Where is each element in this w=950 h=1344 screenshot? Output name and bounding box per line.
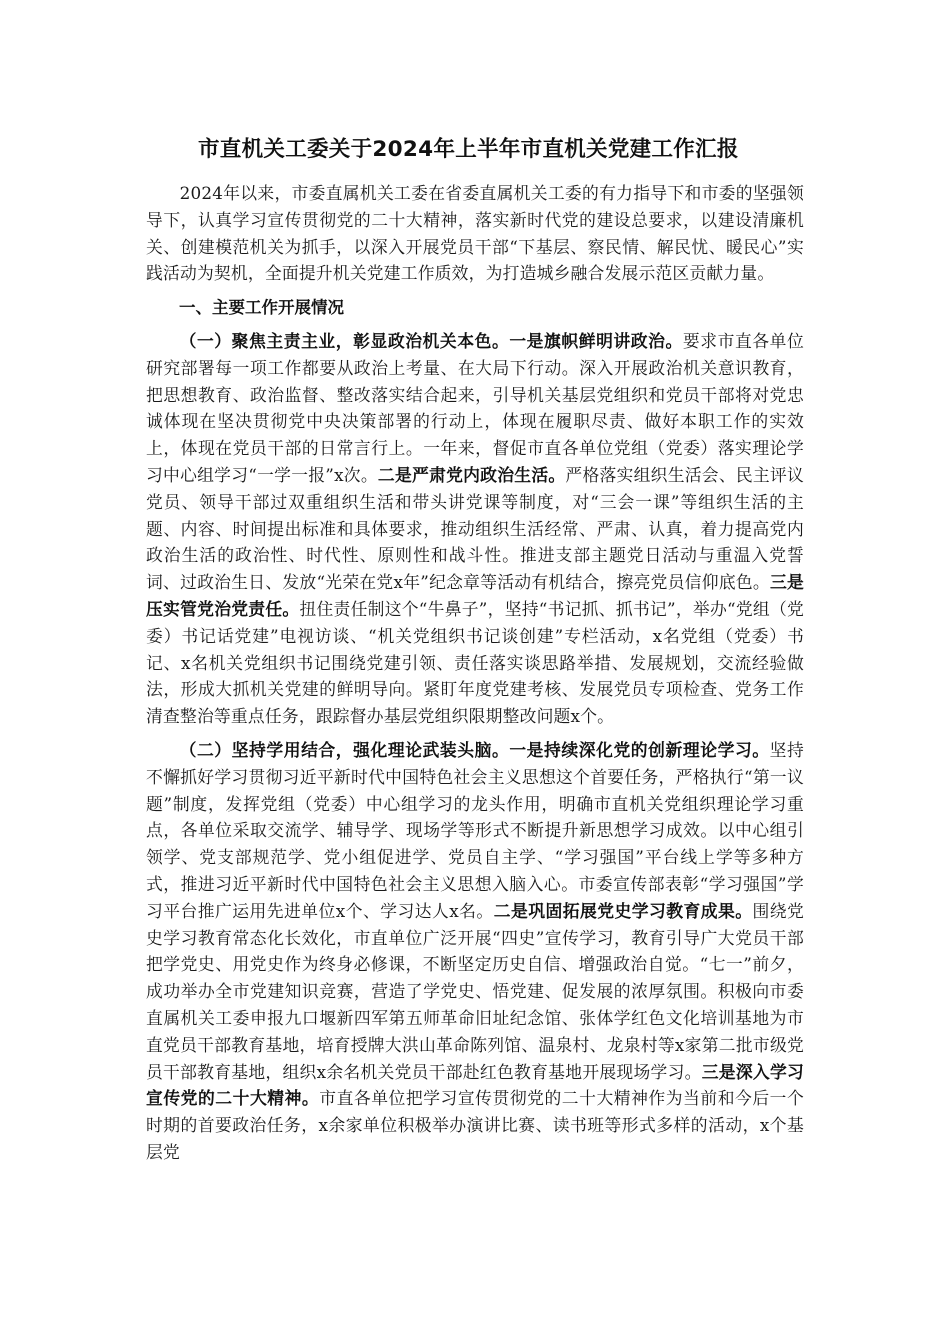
document-title: 市直机关工委关于2024年上半年市直机关党建工作汇报 (198, 137, 739, 162)
paragraph-text: 市直各单位把学习宣传贯彻党的二十大精神作为当前和今后一个时期的首要政治任务，x余家单位积极举办演讲比赛、读书班等形式多样的活动，x个基层党 (146, 1088, 804, 1162)
intro-paragraph: 2024年以来，市委直属机关工委在省委直属机关工委的有力指导下和市委的坚强领导下，认真学习宣传贯彻党的二十大精神，落实新时代党的建设总要求，以建设清廉机关、创建模范机关为抓手，以深入开展党员干部“下基层、察民情、解民忧、暖民心”实践活动为契机，全面提升机关党建工作质效，为打造城乡融合发展示范区贡献力量。 (146, 183, 804, 284)
paragraph-text: 围绕党史学习教育常态化长效化，市直单位广泛开展“四史”宣传学习，教育引导广大党员干部把学党史、用党史作为终身必修课，不断坚定历史自信、增强政治自觉。“七一”前夕，成功举办全市党建知识竞赛，营造了学党史、悟党建、促发展的浓厚氛围。积极向市委直属机关工委申报九口堰新四军第五师革命旧址纪念馆、张体学红色文化培训基地为市直党员干部教育基地，培育授牌大洪山革命陈列馆、温泉村、龙泉村等x家第二批市级党员干部教育基地，组织x余名机关党员干部赴红色教育基地开展现场学习。 (146, 900, 804, 1082)
paragraph-text: 扭住责任制这个“牛鼻子”，坚持“书记抓、抓书记”，举办“党组（党委）书记话党建”电视访谈、“机关党组织书记谈创建”专栏活动，x名党组（党委）书记、x名机关党组织书记围绕党建引领、责任落实谈思路举措、发展规划，交流经验做法，形成大抓机关党建的鲜明导向。紧盯年度党建考核、发展党员专项检查、党务工作清查整治等重点任务，跟踪督办基层党组织限期整改问题x个。 (146, 598, 804, 727)
paragraph-text: 坚持不懈抓好学习贯彻习近平新时代中国特色社会主义思想这个首要任务，严格执行“第一议题”制度，发挥党组（党委）中心组学习的龙头作用，明确市直机关党组织理论学习重点，各单位采取交流学、辅导学、现场学等形式不断提升新思想学习成效。以中心组引领学、党支部规范学、党小组促进学、党员自主学、“学习强国”平台线上学等多种方式，推进习近平新时代中国特色社会主义思想入脑入心。市委宣传部表彰“学习强国”学习平台推广运用先进单位x个、学习达人x名。 (146, 739, 804, 921)
paragraph-text: 严格落实组织生活会、民主评议党员、领导干部过双重组织生活和带头讲党课等制度，对“三会一课”等组织生活的主题、内容、时间提出标准和具体要求，推动组织生活经常、严肃、认真，着力提高党内政治生活的政治性、时代性、原则性和战斗性。推进支部主题党日活动与重温入党誓词、过政治生日、发放“光荣在党x年”纪念章等活动有机结合，擦亮党员信仰底色。 (146, 464, 804, 593)
subsection-heading-2: （二）坚持学用结合，强化理论武装头脑。一是持续深化党的创新理论学习。 (179, 739, 770, 760)
point-heading: 二是严肃党内政治生活。 (377, 464, 566, 485)
section-heading-main-work: 一、主要工作开展情况 (179, 298, 344, 318)
paragraph-theory-study (146, 737, 804, 1166)
point-heading: 二是巩固拓展党史学习教育成果。 (493, 900, 753, 921)
point-heading: 三是深入学习宣传党的二十大精神。 (146, 1061, 804, 1109)
paragraph-text: 要求市直各单位研究部署每一项工作都要从政治上考量、在大局下行动。深入开展政治机关意识教育，把思想教育、政治监督、整改落实结合起来，引导机关基层党组织和党员干部将对党忠诚体现在坚决贯彻党中央决策部署的行动上，体现在履职尽责、做好本职工作的实效上，体现在党员干部的日常言行上。一年来，督促市直各单位党组（党委）落实理论学习中心组学习“一学一报”x次。 (146, 330, 804, 485)
document-page (146, 134, 804, 1166)
paragraph-political-organ (146, 328, 804, 730)
subsection-heading-1: （一）聚焦主责主业，彰显政治机关本色。一是旗帜鲜明讲政治。 (179, 330, 683, 351)
point-heading: 三是压实管党治党责任。 (146, 572, 804, 619)
